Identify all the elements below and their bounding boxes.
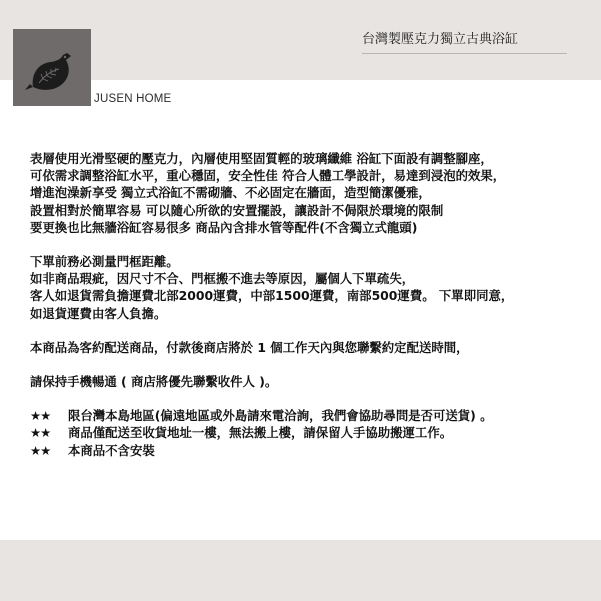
- description-paragraph: [30, 150, 580, 236]
- brand-name: JUSEN HOME: [94, 93, 172, 105]
- description-line: 設置相對於簡單容易 可以隨心所欲的安置擺設，讓設計不侷限於環境的限制: [30, 202, 444, 218]
- product-description: [30, 150, 580, 459]
- notice-text: 限台灣本島地區(偏遠地區或外島請來電洽詢，我們會協助尋問是否可送貨) 。: [68, 408, 493, 424]
- star-icon: ★★: [30, 408, 51, 424]
- phone-paragraph: [30, 373, 580, 390]
- notice-text: 本商品不含安裝: [68, 442, 155, 458]
- notice-list: [30, 407, 580, 459]
- phone-line: 請保持手機暢通 ( 商店將優先聯繫收件人 )。: [30, 374, 278, 390]
- delivery-line: 本商品為客約配送商品，付款後商店將於 1 個工作天內與您聯繫約定配送時間，: [30, 339, 469, 355]
- title-divider: [362, 53, 567, 54]
- brand-logo: [13, 29, 91, 106]
- ordering-line: 客人如退貨需負擔運費北部2000運費，中部1500運費，南部500運費。 下單即同意，: [30, 288, 514, 304]
- ordering-line: 如非商品瑕疵，因尺寸不合、門框搬不進去等原因，屬個人下單疏失，: [30, 271, 415, 287]
- footer-band: [0, 540, 601, 601]
- ordering-line: 下單前務必測量門框距離。: [30, 254, 179, 270]
- delivery-paragraph: [30, 339, 580, 356]
- ordering-paragraph: [30, 253, 580, 322]
- description-line: 增進泡澡新享受 獨立式浴缸不需砌牆、不必固定在牆面，造型簡潔優雅，: [30, 185, 431, 201]
- bird-leaf-logo-icon: [13, 29, 91, 106]
- ordering-line: 如退貨運費由客人負擔。: [30, 305, 167, 321]
- page-title: 台灣製壓克力獨立古典浴缸: [362, 32, 519, 47]
- description-line: 可依需求調整浴缸水平，重心穩固，安全性佳 符合人體工學設計，易達到浸泡的效果，: [30, 168, 506, 184]
- star-icon: ★★: [30, 425, 51, 441]
- star-icon: ★★: [30, 442, 51, 458]
- notice-item: [30, 442, 580, 459]
- notice-item: [30, 424, 580, 441]
- notice-item: [30, 407, 580, 424]
- description-line: 表層使用光滑堅硬的壓克力，內層使用堅固質輕的玻璃纖維 浴缸下面設有調整腳座，: [30, 151, 493, 166]
- description-line: 要更換也比無牆浴缸容易很多 商品內含排水管等配件(不含獨立式龍頭): [30, 219, 418, 235]
- notice-text: 商品僅配送至收貨地址一樓，無法搬上樓，請保留人手協助搬運工作。: [68, 425, 453, 441]
